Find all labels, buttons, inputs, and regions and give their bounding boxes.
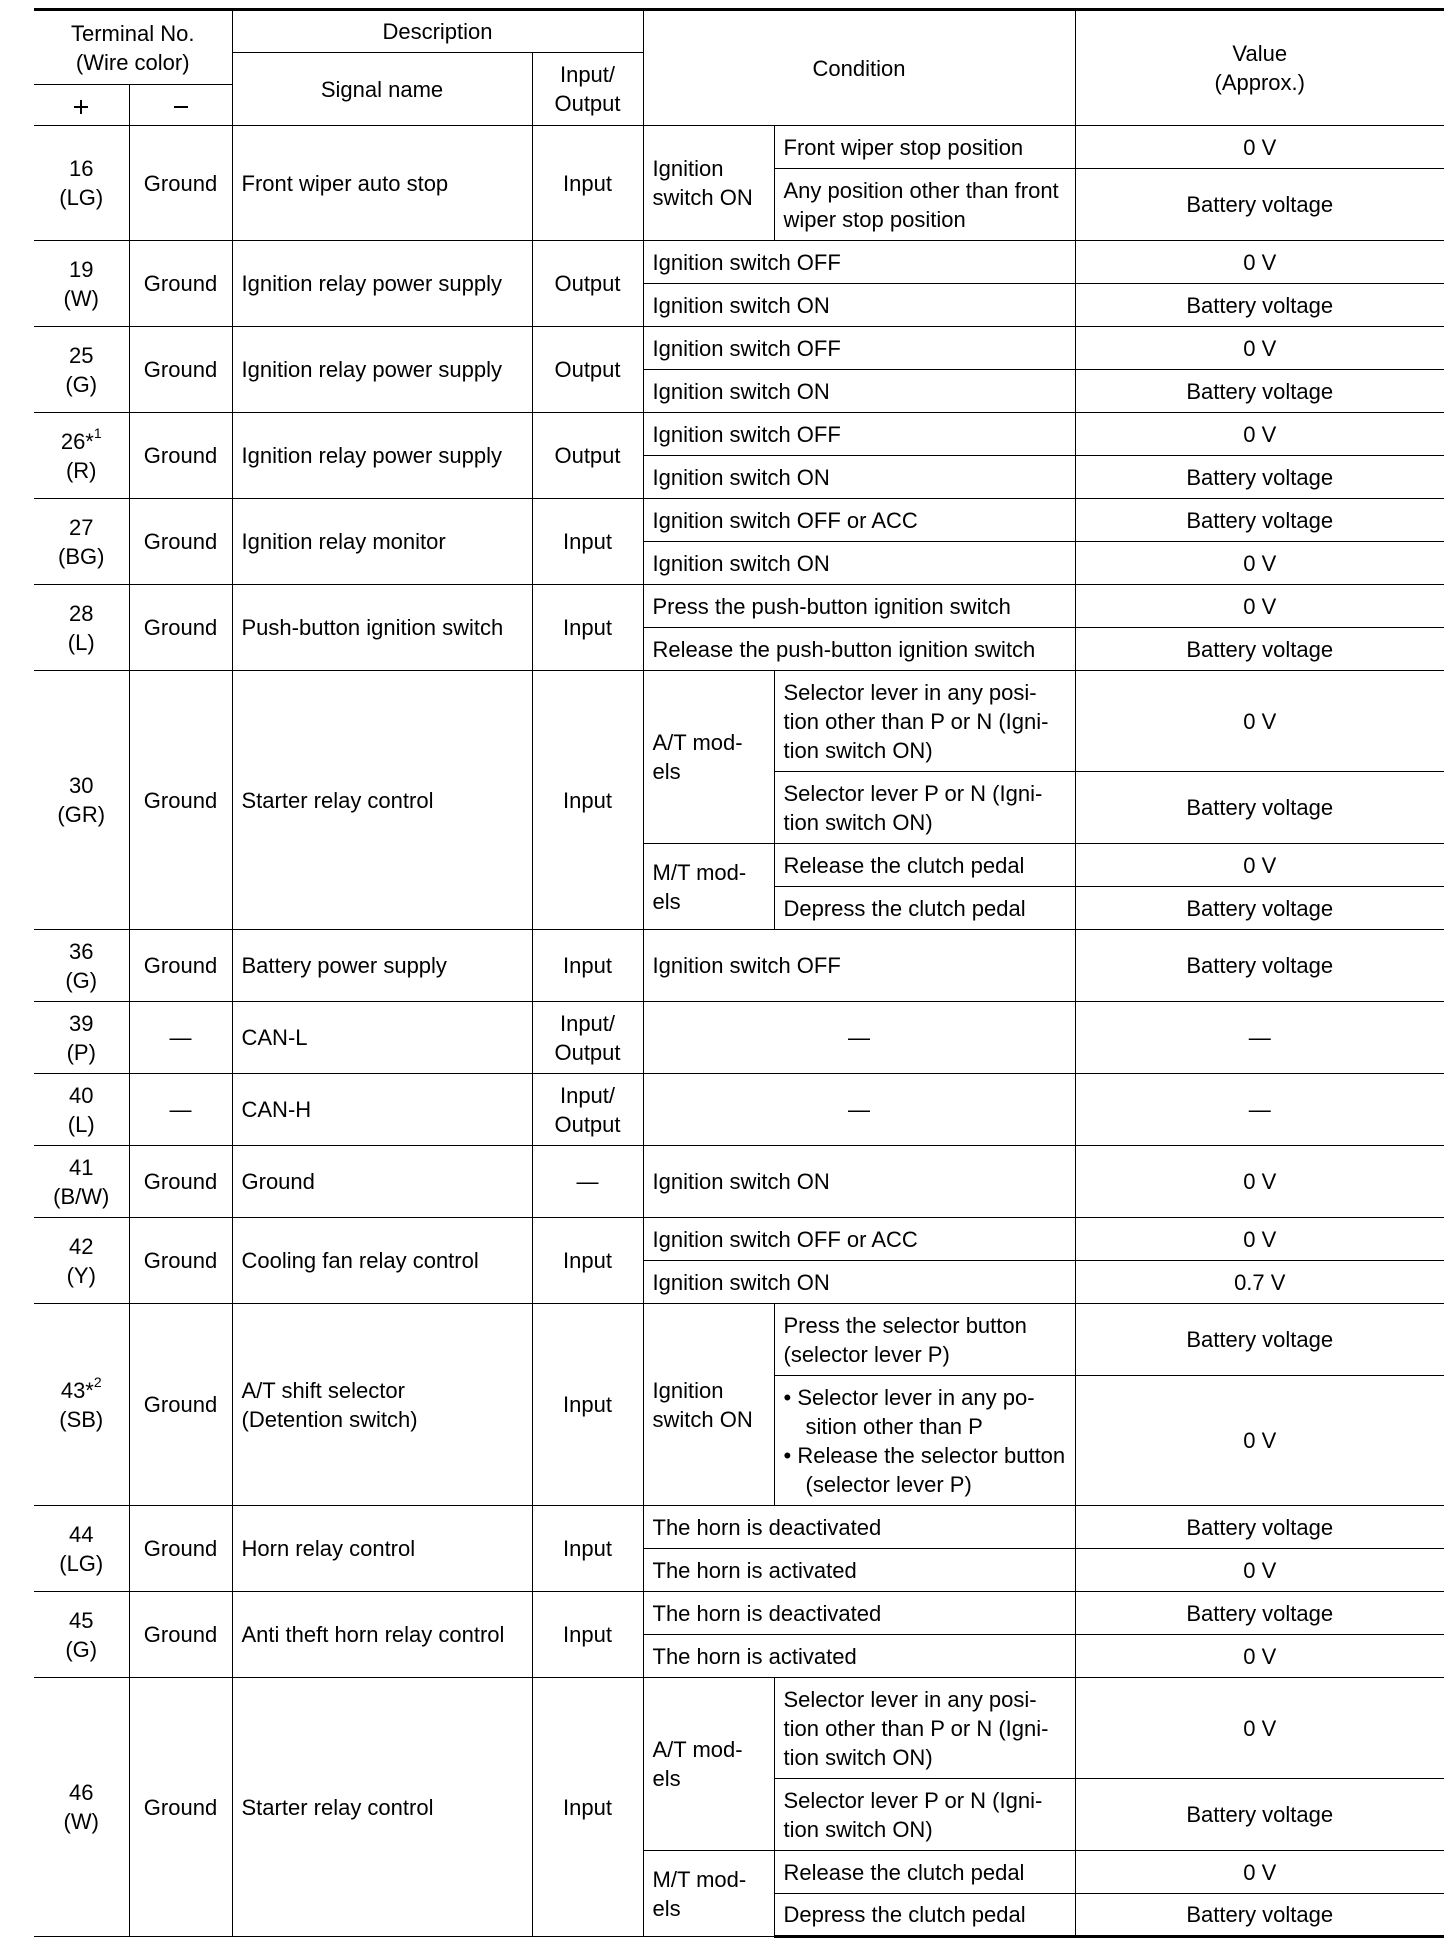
- io-line1: Input/: [559, 1010, 616, 1036]
- terminal-cell: [34, 1592, 129, 1678]
- ground-cell: Ground: [129, 1506, 232, 1592]
- condition-cell: Ignition switch ON: [643, 1261, 1075, 1304]
- table-row: [34, 585, 1444, 628]
- ground-cell: Ground: [129, 930, 232, 1002]
- condition-cell: Release the clutch pedal: [774, 1851, 1075, 1894]
- wire-color: (L): [67, 1111, 95, 1137]
- table-row: [34, 413, 1444, 456]
- io-cell: —: [532, 1146, 643, 1218]
- terminal-cell: [34, 1146, 129, 1218]
- signal-line1: A/T shift selector: [241, 1377, 405, 1403]
- condition-cell: Ignition switch OFF: [643, 241, 1075, 284]
- condition-cell: Ignition switch ON: [643, 284, 1075, 327]
- terminal-number: 26*: [60, 428, 94, 454]
- value-cell: Battery voltage: [1075, 456, 1444, 499]
- value-cell: Battery voltage: [1075, 284, 1444, 327]
- value-cell: 0 V: [1075, 241, 1444, 284]
- wire-color: (G): [65, 1636, 98, 1662]
- condition-cell: Ignition switch OFF: [643, 930, 1075, 1002]
- terminal-number: 44: [69, 1521, 94, 1547]
- terminal-table-sheet: [34, 8, 1444, 1938]
- signal-name: Front wiper auto stop: [232, 126, 532, 241]
- plus-header: [34, 85, 129, 126]
- condition-cell: Selector lever P or N (Igni-tion switch ON): [774, 772, 1075, 844]
- signal-name: Horn relay control: [232, 1506, 532, 1592]
- wire-color: (G): [65, 371, 98, 397]
- wire-color: (G): [65, 967, 98, 993]
- ground-cell: Ground: [129, 413, 232, 499]
- io-line2: Output: [554, 1111, 621, 1137]
- condition-cell: Selector lever in any posi-tion other than P or N (Igni-tion switch ON): [774, 671, 1075, 772]
- ground-cell: Ground: [129, 585, 232, 671]
- value-cell: 0 V: [1075, 126, 1444, 169]
- signal-name: Ignition relay monitor: [232, 499, 532, 585]
- condition-cell: Ignition switch OFF: [643, 413, 1075, 456]
- table-row: [34, 1218, 1444, 1261]
- table-row: [34, 1002, 1444, 1074]
- condition-cell: Ignition switch ON: [643, 542, 1075, 585]
- plus-icon: [74, 100, 88, 114]
- io-header-line2: Output: [554, 91, 621, 116]
- footnote-mark: 1: [93, 425, 102, 442]
- io-cell: Input: [532, 671, 643, 930]
- wire-color: (P): [66, 1039, 96, 1065]
- table-row: [34, 930, 1444, 1002]
- signal-name: Starter relay control: [232, 671, 532, 930]
- io-cell: Output: [532, 327, 643, 413]
- footnote-mark: 2: [93, 1374, 102, 1391]
- value-header: [1075, 10, 1444, 126]
- table-row: [34, 671, 1444, 772]
- io-cell: [532, 1002, 643, 1074]
- signal-name: Ignition relay power supply: [232, 241, 532, 327]
- terminal-cell: [34, 499, 129, 585]
- terminal-number: 43*: [60, 1377, 94, 1403]
- condition-cell: —: [643, 1002, 1075, 1074]
- terminal-number: 28: [69, 600, 94, 626]
- ground-cell: Ground: [129, 1304, 232, 1506]
- io-line1: Input/: [559, 1082, 616, 1108]
- condition-header: Condition: [643, 10, 1075, 126]
- terminal-cell: [34, 930, 129, 1002]
- value-cell: 0 V: [1075, 413, 1444, 456]
- terminal-cell: [34, 1074, 129, 1146]
- condition-cell: Press the selector button (selector lever P): [774, 1304, 1075, 1376]
- value-cell: 0 V: [1075, 327, 1444, 370]
- terminal-number: 46: [69, 1780, 94, 1805]
- terminal-cell: [34, 126, 129, 241]
- terminal-number: 27: [69, 514, 94, 540]
- terminal-number: 36: [69, 938, 94, 964]
- terminal-cell: [34, 1678, 129, 1937]
- terminal-cell: [34, 1506, 129, 1592]
- condition-cell: Ignition switch ON: [643, 370, 1075, 413]
- table-row: [34, 1304, 1444, 1376]
- io-cell: Input: [532, 1506, 643, 1592]
- at-models-group: A/T mod-els: [643, 671, 774, 844]
- io-line2: Output: [554, 1039, 621, 1065]
- condition-cell: Depress the clutch pedal: [774, 887, 1075, 930]
- approx-label: (Approx.): [1214, 70, 1305, 95]
- table-row: [34, 327, 1444, 370]
- condition-cell: Ignition switch ON: [643, 1146, 1075, 1218]
- condition-cell: Ignition switch OFF or ACC: [643, 1218, 1075, 1261]
- wire-color: (SB): [59, 1406, 104, 1432]
- condition-cell: Ignition switch ON: [643, 456, 1075, 499]
- signal-name: CAN-L: [232, 1002, 532, 1074]
- ground-cell: Ground: [129, 241, 232, 327]
- condition-cell: Any position other than front wiper stop position: [774, 169, 1075, 241]
- value-cell: Battery voltage: [1075, 169, 1444, 241]
- condition-cell: Press the push-button ignition switch: [643, 585, 1075, 628]
- value-cell: 0.7 V: [1075, 1261, 1444, 1304]
- condition-cell: Ignition switch OFF or ACC: [643, 499, 1075, 542]
- io-cell: Input: [532, 930, 643, 1002]
- condition-group: Ignition switch ON: [643, 1304, 774, 1506]
- table-row: [34, 1074, 1444, 1146]
- value-cell: Battery voltage: [1075, 1779, 1444, 1851]
- table-row: [34, 126, 1444, 169]
- io-cell: Input: [532, 585, 643, 671]
- ground-cell: Ground: [129, 126, 232, 241]
- condition-cell: Depress the clutch pedal: [774, 1894, 1075, 1937]
- wire-color: (Y): [66, 1262, 96, 1288]
- value-cell: —: [1075, 1002, 1444, 1074]
- terminal-number: 42: [69, 1233, 94, 1259]
- terminal-cell: [34, 413, 129, 499]
- ground-cell: Ground: [129, 671, 232, 930]
- signal-name-header: Signal name: [232, 53, 532, 126]
- signal-name: Ground: [232, 1146, 532, 1218]
- condition-cell: Release the push-button ignition switch: [643, 628, 1075, 671]
- io-header: [532, 53, 643, 126]
- condition-cell: The horn is deactivated: [643, 1592, 1075, 1635]
- ground-cell: Ground: [129, 1592, 232, 1678]
- io-cell: Input: [532, 1678, 643, 1937]
- condition-cell: The horn is activated: [643, 1549, 1075, 1592]
- value-cell: Battery voltage: [1075, 930, 1444, 1002]
- value-cell: 0 V: [1075, 585, 1444, 628]
- table-row: [34, 1592, 1444, 1635]
- value-cell: 0 V: [1075, 671, 1444, 772]
- ground-cell: Ground: [129, 499, 232, 585]
- terminal-cell: [34, 1218, 129, 1304]
- condition-cell: The horn is deactivated: [643, 1506, 1075, 1549]
- terminal-number: 39: [69, 1010, 94, 1036]
- mt-models-group: M/T mod-els: [643, 844, 774, 930]
- io-cell: [532, 1074, 643, 1146]
- value-cell: 0 V: [1075, 1218, 1444, 1261]
- ground-cell: —: [129, 1074, 232, 1146]
- value-cell: Battery voltage: [1075, 887, 1444, 930]
- io-cell: Output: [532, 413, 643, 499]
- value-cell: Battery voltage: [1075, 370, 1444, 413]
- wire-color: (B/W): [53, 1183, 110, 1209]
- wire-color: (W): [63, 1809, 99, 1834]
- table-row: [34, 1146, 1444, 1218]
- signal-name: Starter relay control: [232, 1678, 532, 1937]
- io-cell: Input: [532, 1592, 643, 1678]
- terminal-number: 30: [69, 773, 94, 798]
- condition-cell: Release the clutch pedal: [774, 844, 1075, 887]
- bullet-item: • Release the selector button (selector lever P): [783, 1442, 1066, 1497]
- table-row: [34, 1678, 1444, 1779]
- io-cell: Input: [532, 1218, 643, 1304]
- terminal-cell: [34, 241, 129, 327]
- description-header: Description: [232, 10, 643, 53]
- value-cell: Battery voltage: [1075, 1304, 1444, 1376]
- terminal-cell: [34, 671, 129, 930]
- wire-color: (BG): [58, 543, 105, 569]
- signal-name: Ignition relay power supply: [232, 327, 532, 413]
- condition-cell: Selector lever P or N (Igni-tion switch ON): [774, 1779, 1075, 1851]
- terminal-number: 45: [69, 1607, 94, 1633]
- condition-cell: Front wiper stop position: [774, 126, 1075, 169]
- value-cell: Battery voltage: [1075, 1894, 1444, 1937]
- ground-cell: Ground: [129, 1146, 232, 1218]
- ground-cell: Ground: [129, 1218, 232, 1304]
- signal-line2: (Detention switch): [241, 1406, 418, 1432]
- terminal-cell: [34, 1002, 129, 1074]
- io-cell: Input: [532, 499, 643, 585]
- value-cell: 0 V: [1075, 1146, 1444, 1218]
- value-cell: 0 V: [1075, 1549, 1444, 1592]
- wire-color: (GR): [57, 802, 106, 827]
- minus-icon: [174, 100, 188, 114]
- io-header-line1: Input/: [559, 62, 616, 87]
- signal-name: CAN-H: [232, 1074, 532, 1146]
- terminal-number: 25: [69, 342, 94, 368]
- wire-color: (L): [67, 629, 95, 655]
- signal-name: Ignition relay power supply: [232, 413, 532, 499]
- wire-color: (LG): [59, 185, 104, 210]
- condition-cell: Selector lever in any posi-tion other than P or N (Igni-tion switch ON): [774, 1678, 1075, 1779]
- signal-name: Cooling fan relay control: [232, 1218, 532, 1304]
- terminal-number: 19: [69, 256, 94, 282]
- value-cell: 0 V: [1075, 1635, 1444, 1678]
- table-row: [34, 241, 1444, 284]
- wire-color: (R): [65, 457, 97, 483]
- ground-cell: Ground: [129, 1678, 232, 1937]
- header-row-1: [34, 10, 1444, 53]
- value-label: Value: [1232, 41, 1288, 66]
- signal-name: Push-button ignition switch: [232, 585, 532, 671]
- terminal-number: 40: [69, 1082, 94, 1108]
- value-cell: Battery voltage: [1075, 1592, 1444, 1635]
- table-row: [34, 1506, 1444, 1549]
- value-cell: 0 V: [1075, 1376, 1444, 1506]
- condition-cell: The horn is activated: [643, 1635, 1075, 1678]
- value-cell: 0 V: [1075, 1851, 1444, 1894]
- signal-name: Anti theft horn relay control: [232, 1592, 532, 1678]
- condition-cell: Ignition switch OFF: [643, 327, 1075, 370]
- value-cell: Battery voltage: [1075, 628, 1444, 671]
- ground-cell: Ground: [129, 327, 232, 413]
- condition-cell: [774, 1376, 1075, 1506]
- terminal-number: 16: [69, 156, 94, 181]
- terminal-header: [34, 10, 232, 85]
- value-cell: Battery voltage: [1075, 772, 1444, 844]
- terminal-no-label: Terminal No.: [71, 20, 195, 46]
- condition-cell: —: [643, 1074, 1075, 1146]
- wire-color-label: (Wire color): [75, 49, 190, 75]
- terminal-table: [34, 8, 1444, 1938]
- io-cell: Input: [532, 1304, 643, 1506]
- wire-color: (LG): [59, 1550, 104, 1576]
- terminal-cell: [34, 327, 129, 413]
- minus-header: [129, 85, 232, 126]
- terminal-cell: [34, 585, 129, 671]
- signal-name: [232, 1304, 532, 1506]
- condition-group: Ignition switch ON: [643, 126, 774, 241]
- value-cell: 0 V: [1075, 1678, 1444, 1779]
- value-cell: Battery voltage: [1075, 1506, 1444, 1549]
- mt-models-group: M/T mod-els: [643, 1851, 774, 1937]
- at-models-group: A/T mod-els: [643, 1678, 774, 1851]
- io-cell: Output: [532, 241, 643, 327]
- ground-cell: —: [129, 1002, 232, 1074]
- terminal-number: 41: [69, 1154, 94, 1180]
- bullet-item: • Selector lever in any po-sition other than P: [783, 1384, 1035, 1439]
- table-row: [34, 499, 1444, 542]
- value-cell: 0 V: [1075, 542, 1444, 585]
- value-cell: 0 V: [1075, 844, 1444, 887]
- io-cell: Input: [532, 126, 643, 241]
- wire-color: (W): [63, 285, 99, 311]
- value-cell: —: [1075, 1074, 1444, 1146]
- terminal-cell: [34, 1304, 129, 1506]
- signal-name: Battery power supply: [232, 930, 532, 1002]
- value-cell: Battery voltage: [1075, 499, 1444, 542]
